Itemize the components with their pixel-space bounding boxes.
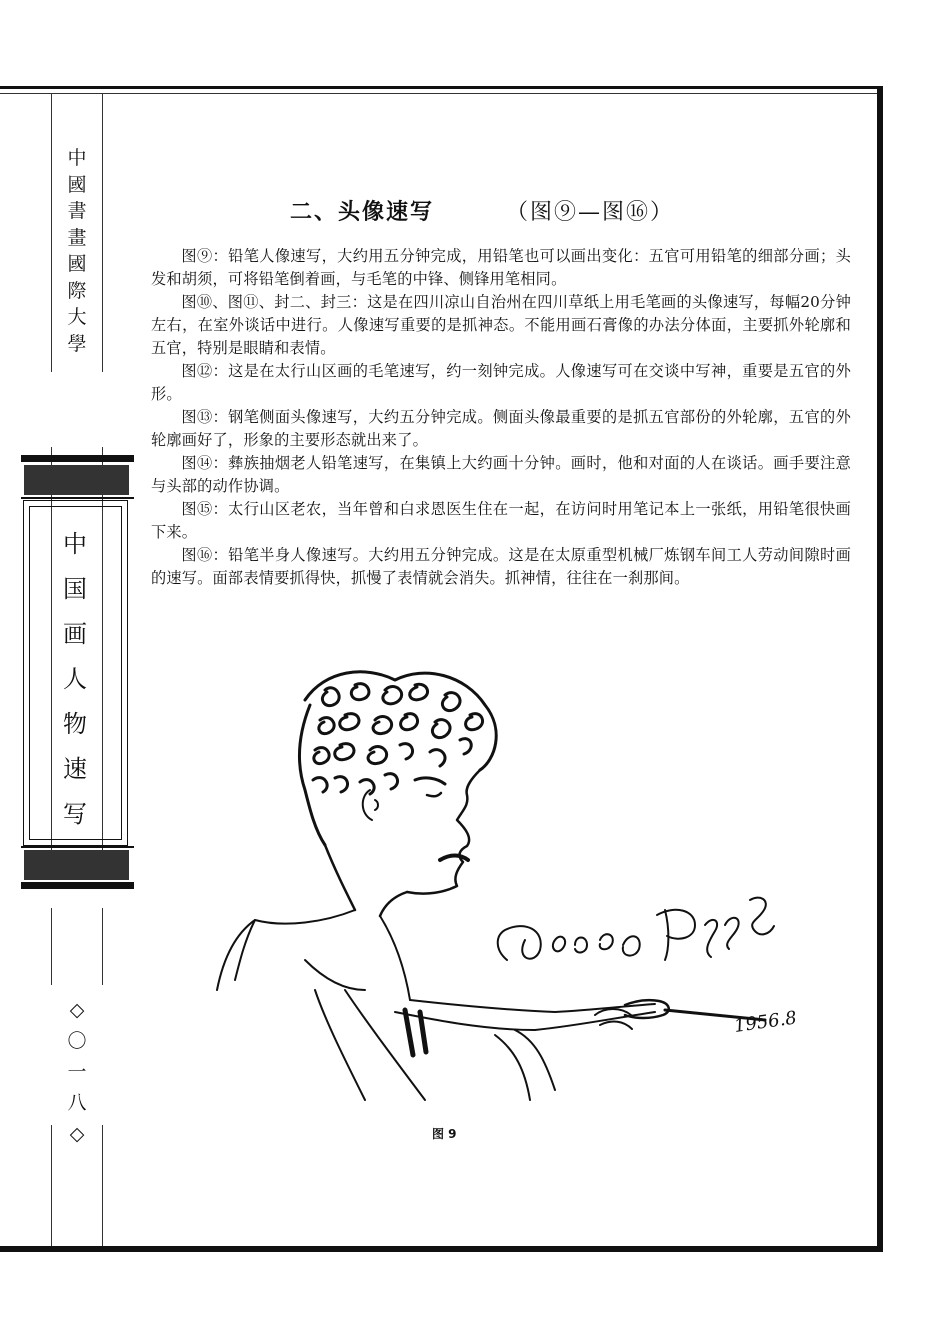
page-number: ◇ 〇 一 八 ◇ — [67, 999, 87, 1145]
decor-band-dark — [24, 465, 129, 495]
paragraph: 图⑫：这是在太行山区画的毛笔速写，约一刻钟完成。人像速写可在交谈中写神，重要是五官的外形。 — [151, 362, 851, 403]
decor-band-thin — [21, 846, 134, 848]
book-title: 中 国 画 人 物 速 写 — [63, 530, 87, 828]
portrait-sketch — [195, 660, 825, 1120]
decor-band — [21, 455, 134, 462]
paragraph: 图⑬：钢笔侧面头像速写，大约五分钟完成。侧面头像最重要的是抓五官部份的外轮廓，五官的外轮廓画好了，形象的主要形态就出来了。 — [151, 408, 851, 449]
section-heading — [290, 195, 674, 226]
sketch-date: 1956.8 — [732, 1007, 799, 1037]
decor-band-dark — [24, 850, 129, 880]
figure-range: （图⑨—图⑯） — [506, 200, 675, 225]
hair-scribble — [300, 672, 497, 845]
spine-gap — [40, 372, 114, 447]
artist-signature — [498, 898, 774, 960]
paragraph: 图⑯：铅笔半身人像速写。大约用五分钟完成。这是在太原重型机械厂炼钢车间工人劳动间隙时画的速写。面部表情要抓得快，抓慢了表情就会消失。抓神情，往往在一刹那间。 — [151, 546, 851, 587]
paragraph: 图⑭：彝族抽烟老人铅笔速写，在集镇上大约画十分钟。画时，他和对面的人在谈话。画手要注意与头部的动作协调。 — [151, 454, 851, 495]
paragraph: 图⑩、图⑪、封二、封三：这是在四川凉山自治州在四川草纸上用毛笔画的头像速写，每幅20分钟左右，在室外谈话中进行。人像速写重要的是抓神态。不能用画石膏像的办法分体面，主要抓外轮廓和五官，特别是眼睛和表情。 — [151, 293, 851, 357]
section-title: 二、头像速写 — [290, 199, 435, 225]
paragraph: 图⑨：铅笔人像速写，大约用五分钟完成，用铅笔也可以画出变化：五官可用铅笔的细部分画；头发和胡须，可将铅笔倒着画，与毛笔的中锋、侧锋用笔相同。 — [151, 247, 851, 288]
frame-inner-line — [0, 93, 877, 94]
decor-band — [21, 882, 134, 889]
face-profile — [325, 770, 480, 916]
paragraph: 图⑮：太行山区老农，当年曾和白求恩医生住在一起，在访问时用笔记本上一张纸，用铅笔很快画下来。 — [151, 500, 851, 541]
university-name: 中 國 書 畫 國 際 大 學 — [67, 147, 87, 355]
decor-band-thin — [21, 497, 134, 499]
figure-caption: 图 9 — [432, 1127, 457, 1141]
body-text — [151, 245, 851, 590]
